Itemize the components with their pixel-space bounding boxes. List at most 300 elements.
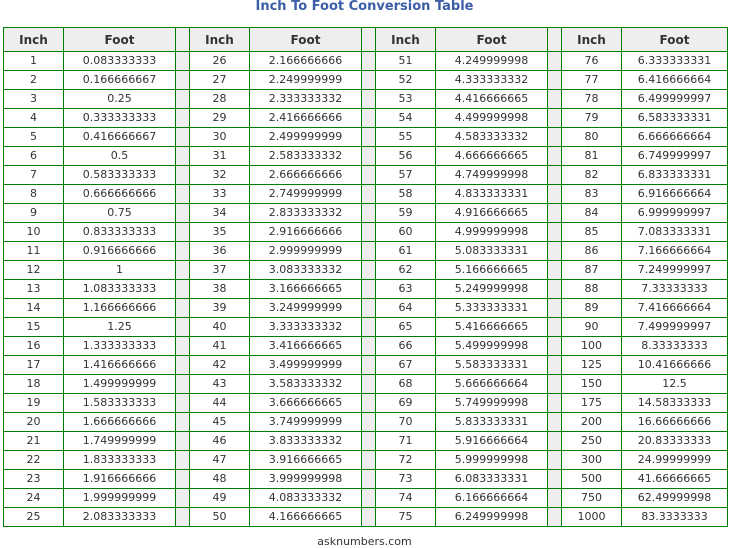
- inch-cell: 51: [376, 52, 436, 71]
- column-separator: [362, 394, 376, 413]
- foot-cell: 5.083333331: [436, 242, 548, 261]
- foot-cell: 2.916666666: [250, 223, 362, 242]
- inch-cell: 83: [562, 185, 622, 204]
- column-separator: [362, 147, 376, 166]
- column-separator: [548, 508, 562, 527]
- foot-cell: 5.999999998: [436, 451, 548, 470]
- inch-cell: 68: [376, 375, 436, 394]
- inch-cell: 1000: [562, 508, 622, 527]
- inch-cell: 76: [562, 52, 622, 71]
- foot-cell: 6.833333331: [622, 166, 728, 185]
- column-separator: [362, 128, 376, 147]
- inch-cell: 59: [376, 204, 436, 223]
- inch-cell: 10: [4, 223, 64, 242]
- inch-cell: 750: [562, 489, 622, 508]
- column-separator: [362, 356, 376, 375]
- foot-cell: 3.249999999: [250, 299, 362, 318]
- column-separator: [176, 242, 190, 261]
- column-separator: [176, 90, 190, 109]
- column-separator: [362, 280, 376, 299]
- foot-cell: 3.333333332: [250, 318, 362, 337]
- foot-cell: 2.333333332: [250, 90, 362, 109]
- foot-cell: 6.916666664: [622, 185, 728, 204]
- table-row: [4, 318, 728, 337]
- column-separator: [362, 71, 376, 90]
- foot-cell: 7.499999997: [622, 318, 728, 337]
- column-separator: [548, 394, 562, 413]
- header-foot: Foot: [64, 28, 176, 52]
- column-separator: [548, 432, 562, 451]
- column-separator: [548, 185, 562, 204]
- inch-cell: 39: [190, 299, 250, 318]
- inch-cell: 24: [4, 489, 64, 508]
- inch-cell: 300: [562, 451, 622, 470]
- inch-cell: 22: [4, 451, 64, 470]
- inch-cell: 29: [190, 109, 250, 128]
- column-separator: [548, 52, 562, 71]
- inch-cell: 4: [4, 109, 64, 128]
- inch-cell: 27: [190, 71, 250, 90]
- table-row: [4, 204, 728, 223]
- column-separator: [362, 109, 376, 128]
- inch-cell: 9: [4, 204, 64, 223]
- inch-cell: 250: [562, 432, 622, 451]
- table-row: [4, 299, 728, 318]
- foot-cell: 3.999999998: [250, 470, 362, 489]
- foot-cell: 4.249999998: [436, 52, 548, 71]
- table-row: [4, 71, 728, 90]
- inch-cell: 62: [376, 261, 436, 280]
- inch-cell: 84: [562, 204, 622, 223]
- inch-cell: 55: [376, 128, 436, 147]
- foot-cell: 1.333333333: [64, 337, 176, 356]
- page-title: Inch To Foot Conversion Table: [255, 0, 474, 14]
- inch-cell: 200: [562, 413, 622, 432]
- column-separator: [176, 451, 190, 470]
- column-separator: [548, 242, 562, 261]
- column-separator: [548, 356, 562, 375]
- foot-cell: 1.166666666: [64, 299, 176, 318]
- foot-cell: 1.916666666: [64, 470, 176, 489]
- table-row: [4, 166, 728, 185]
- inch-cell: 7: [4, 166, 64, 185]
- inch-cell: 80: [562, 128, 622, 147]
- foot-cell: 5.166666665: [436, 261, 548, 280]
- foot-cell: 0.666666666: [64, 185, 176, 204]
- column-separator: [548, 204, 562, 223]
- column-separator: [176, 375, 190, 394]
- column-separator: [362, 299, 376, 318]
- column-separator: [362, 508, 376, 527]
- foot-cell: 5.916666664: [436, 432, 548, 451]
- foot-cell: 0.083333333: [64, 52, 176, 71]
- foot-cell: 41.66666665: [622, 470, 728, 489]
- column-separator: [362, 52, 376, 71]
- column-separator: [176, 356, 190, 375]
- foot-cell: 3.166666665: [250, 280, 362, 299]
- foot-cell: 1.999999999: [64, 489, 176, 508]
- foot-cell: 6.083333331: [436, 470, 548, 489]
- column-separator: [176, 394, 190, 413]
- foot-cell: 6.499999997: [622, 90, 728, 109]
- foot-cell: 5.583333331: [436, 356, 548, 375]
- inch-cell: 26: [190, 52, 250, 71]
- column-separator: [362, 375, 376, 394]
- inch-cell: 52: [376, 71, 436, 90]
- table-row: [4, 394, 728, 413]
- inch-cell: 79: [562, 109, 622, 128]
- column-separator: [548, 223, 562, 242]
- inch-cell: 19: [4, 394, 64, 413]
- foot-cell: 6.666666664: [622, 128, 728, 147]
- foot-cell: 24.99999999: [622, 451, 728, 470]
- inch-cell: 82: [562, 166, 622, 185]
- column-separator: [548, 451, 562, 470]
- column-separator: [548, 261, 562, 280]
- column-separator: [176, 166, 190, 185]
- foot-cell: 5.749999998: [436, 394, 548, 413]
- column-separator: [548, 413, 562, 432]
- table-row: [4, 432, 728, 451]
- foot-cell: 1.749999999: [64, 432, 176, 451]
- foot-cell: 0.5: [64, 147, 176, 166]
- foot-cell: 20.83333333: [622, 432, 728, 451]
- foot-cell: 0.166666667: [64, 71, 176, 90]
- foot-cell: 3.666666665: [250, 394, 362, 413]
- column-separator: [362, 261, 376, 280]
- inch-cell: 81: [562, 147, 622, 166]
- foot-cell: 4.166666665: [250, 508, 362, 527]
- foot-cell: 1.25: [64, 318, 176, 337]
- foot-cell: 7.416666664: [622, 299, 728, 318]
- foot-cell: 62.49999998: [622, 489, 728, 508]
- inch-cell: 77: [562, 71, 622, 90]
- foot-cell: 5.333333331: [436, 299, 548, 318]
- foot-cell: 1.833333333: [64, 451, 176, 470]
- inch-cell: 36: [190, 242, 250, 261]
- inch-cell: 45: [190, 413, 250, 432]
- inch-cell: 54: [376, 109, 436, 128]
- foot-cell: 2.166666666: [250, 52, 362, 71]
- column-separator: [176, 185, 190, 204]
- inch-cell: 56: [376, 147, 436, 166]
- table-row: [4, 261, 728, 280]
- column-separator: [362, 489, 376, 508]
- column-separator: [176, 71, 190, 90]
- foot-cell: 14.58333333: [622, 394, 728, 413]
- column-separator: [548, 337, 562, 356]
- table-row: [4, 52, 728, 71]
- inch-cell: 73: [376, 470, 436, 489]
- column-separator: [176, 52, 190, 71]
- table-row: [4, 470, 728, 489]
- inch-cell: 48: [190, 470, 250, 489]
- foot-cell: 3.083333332: [250, 261, 362, 280]
- header-row: [4, 28, 728, 52]
- foot-cell: 7.249999997: [622, 261, 728, 280]
- foot-cell: 3.833333332: [250, 432, 362, 451]
- inch-cell: 40: [190, 318, 250, 337]
- foot-cell: 3.916666665: [250, 451, 362, 470]
- column-separator: [548, 109, 562, 128]
- foot-cell: 5.249999998: [436, 280, 548, 299]
- foot-cell: 1.499999999: [64, 375, 176, 394]
- foot-cell: 6.249999998: [436, 508, 548, 527]
- table-row: [4, 128, 728, 147]
- foot-cell: 4.749999998: [436, 166, 548, 185]
- column-separator: [362, 90, 376, 109]
- foot-cell: 3.749999999: [250, 413, 362, 432]
- foot-cell: 2.999999999: [250, 242, 362, 261]
- foot-cell: 8.33333333: [622, 337, 728, 356]
- foot-cell: 0.333333333: [64, 109, 176, 128]
- foot-cell: 1: [64, 261, 176, 280]
- foot-cell: 4.083333332: [250, 489, 362, 508]
- inch-cell: 125: [562, 356, 622, 375]
- table-row: [4, 451, 728, 470]
- foot-cell: 83.3333333: [622, 508, 728, 527]
- inch-cell: 6: [4, 147, 64, 166]
- column-separator: [176, 413, 190, 432]
- table-row: [4, 337, 728, 356]
- foot-cell: 4.583333332: [436, 128, 548, 147]
- foot-cell: 4.416666665: [436, 90, 548, 109]
- column-separator: [176, 261, 190, 280]
- foot-cell: 1.416666666: [64, 356, 176, 375]
- table-row: [4, 508, 728, 527]
- inch-cell: 20: [4, 413, 64, 432]
- column-separator: [362, 28, 376, 52]
- inch-cell: 11: [4, 242, 64, 261]
- inch-cell: 58: [376, 185, 436, 204]
- inch-cell: 71: [376, 432, 436, 451]
- foot-cell: 2.833333332: [250, 204, 362, 223]
- foot-cell: 4.666666665: [436, 147, 548, 166]
- conversion-table: [3, 27, 728, 527]
- column-separator: [548, 299, 562, 318]
- inch-cell: 90: [562, 318, 622, 337]
- foot-cell: 2.083333333: [64, 508, 176, 527]
- foot-cell: 2.499999999: [250, 128, 362, 147]
- foot-cell: 16.66666666: [622, 413, 728, 432]
- inch-cell: 66: [376, 337, 436, 356]
- inch-cell: 87: [562, 261, 622, 280]
- inch-cell: 23: [4, 470, 64, 489]
- inch-cell: 42: [190, 356, 250, 375]
- column-separator: [548, 90, 562, 109]
- header-inch: Inch: [4, 28, 64, 52]
- inch-cell: 47: [190, 451, 250, 470]
- footer-site-name: asknumbers.com: [317, 535, 412, 548]
- column-separator: [176, 128, 190, 147]
- column-separator: [176, 489, 190, 508]
- inch-cell: 16: [4, 337, 64, 356]
- inch-cell: 12: [4, 261, 64, 280]
- foot-cell: 3.416666665: [250, 337, 362, 356]
- inch-cell: 61: [376, 242, 436, 261]
- foot-cell: 2.666666666: [250, 166, 362, 185]
- inch-cell: 175: [562, 394, 622, 413]
- column-separator: [176, 28, 190, 52]
- foot-cell: 4.999999998: [436, 223, 548, 242]
- foot-cell: 6.416666664: [622, 71, 728, 90]
- table-row: [4, 185, 728, 204]
- foot-cell: 0.416666667: [64, 128, 176, 147]
- foot-cell: 5.416666665: [436, 318, 548, 337]
- column-separator: [548, 28, 562, 52]
- inch-cell: 89: [562, 299, 622, 318]
- inch-cell: 38: [190, 280, 250, 299]
- foot-cell: 2.749999999: [250, 185, 362, 204]
- inch-cell: 75: [376, 508, 436, 527]
- inch-cell: 50: [190, 508, 250, 527]
- inch-cell: 65: [376, 318, 436, 337]
- foot-cell: 6.333333331: [622, 52, 728, 71]
- inch-cell: 37: [190, 261, 250, 280]
- column-separator: [362, 432, 376, 451]
- inch-cell: 21: [4, 432, 64, 451]
- foot-cell: 1.583333333: [64, 394, 176, 413]
- inch-cell: 33: [190, 185, 250, 204]
- foot-cell: 7.166666664: [622, 242, 728, 261]
- table-row: [4, 280, 728, 299]
- column-separator: [548, 489, 562, 508]
- inch-cell: 18: [4, 375, 64, 394]
- inch-cell: 69: [376, 394, 436, 413]
- column-separator: [548, 318, 562, 337]
- inch-cell: 88: [562, 280, 622, 299]
- inch-cell: 32: [190, 166, 250, 185]
- column-separator: [548, 147, 562, 166]
- inch-cell: 3: [4, 90, 64, 109]
- foot-cell: 6.583333331: [622, 109, 728, 128]
- inch-cell: 500: [562, 470, 622, 489]
- foot-cell: 4.333333332: [436, 71, 548, 90]
- header-inch: Inch: [562, 28, 622, 52]
- foot-cell: 1.083333333: [64, 280, 176, 299]
- inch-cell: 43: [190, 375, 250, 394]
- inch-cell: 5: [4, 128, 64, 147]
- inch-cell: 1: [4, 52, 64, 71]
- table-row: [4, 147, 728, 166]
- foot-cell: 5.499999998: [436, 337, 548, 356]
- foot-cell: 2.249999999: [250, 71, 362, 90]
- column-separator: [362, 318, 376, 337]
- column-separator: [176, 147, 190, 166]
- inch-cell: 78: [562, 90, 622, 109]
- inch-cell: 85: [562, 223, 622, 242]
- inch-cell: 14: [4, 299, 64, 318]
- foot-cell: 1.666666666: [64, 413, 176, 432]
- inch-cell: 44: [190, 394, 250, 413]
- header-inch: Inch: [376, 28, 436, 52]
- foot-cell: 12.5: [622, 375, 728, 394]
- column-separator: [362, 451, 376, 470]
- column-separator: [548, 280, 562, 299]
- inch-cell: 86: [562, 242, 622, 261]
- column-separator: [362, 166, 376, 185]
- inch-cell: 100: [562, 337, 622, 356]
- foot-cell: 10.41666666: [622, 356, 728, 375]
- column-separator: [548, 128, 562, 147]
- inch-cell: 63: [376, 280, 436, 299]
- inch-cell: 49: [190, 489, 250, 508]
- foot-cell: 2.416666666: [250, 109, 362, 128]
- inch-cell: 46: [190, 432, 250, 451]
- column-separator: [176, 432, 190, 451]
- foot-cell: 4.833333331: [436, 185, 548, 204]
- column-separator: [548, 71, 562, 90]
- column-separator: [548, 470, 562, 489]
- inch-cell: 150: [562, 375, 622, 394]
- inch-cell: 34: [190, 204, 250, 223]
- foot-cell: 2.583333332: [250, 147, 362, 166]
- inch-cell: 2: [4, 71, 64, 90]
- column-separator: [176, 280, 190, 299]
- foot-cell: 3.499999999: [250, 356, 362, 375]
- column-separator: [362, 204, 376, 223]
- foot-cell: 0.583333333: [64, 166, 176, 185]
- column-separator: [548, 375, 562, 394]
- inch-cell: 67: [376, 356, 436, 375]
- inch-cell: 57: [376, 166, 436, 185]
- column-separator: [176, 508, 190, 527]
- inch-cell: 53: [376, 90, 436, 109]
- foot-cell: 5.833333331: [436, 413, 548, 432]
- table-row: [4, 90, 728, 109]
- column-separator: [362, 337, 376, 356]
- foot-cell: 7.33333333: [622, 280, 728, 299]
- column-separator: [176, 318, 190, 337]
- foot-cell: 4.499999998: [436, 109, 548, 128]
- column-separator: [176, 109, 190, 128]
- foot-cell: 6.166666664: [436, 489, 548, 508]
- foot-cell: 0.75: [64, 204, 176, 223]
- inch-cell: 13: [4, 280, 64, 299]
- inch-cell: 28: [190, 90, 250, 109]
- table-row: [4, 109, 728, 128]
- table-row: [4, 375, 728, 394]
- column-separator: [362, 223, 376, 242]
- column-separator: [362, 413, 376, 432]
- header-foot: Foot: [436, 28, 548, 52]
- inch-cell: 8: [4, 185, 64, 204]
- inch-cell: 35: [190, 223, 250, 242]
- foot-cell: 0.25: [64, 90, 176, 109]
- column-separator: [176, 337, 190, 356]
- inch-cell: 17: [4, 356, 64, 375]
- foot-cell: 3.583333332: [250, 375, 362, 394]
- foot-cell: 4.916666665: [436, 204, 548, 223]
- column-separator: [548, 166, 562, 185]
- inch-cell: 30: [190, 128, 250, 147]
- column-separator: [176, 223, 190, 242]
- table-row: [4, 223, 728, 242]
- foot-cell: 0.833333333: [64, 223, 176, 242]
- column-separator: [362, 242, 376, 261]
- inch-cell: 70: [376, 413, 436, 432]
- column-separator: [362, 185, 376, 204]
- foot-cell: 0.916666666: [64, 242, 176, 261]
- column-separator: [176, 470, 190, 489]
- inch-cell: 74: [376, 489, 436, 508]
- inch-cell: 15: [4, 318, 64, 337]
- table-row: [4, 356, 728, 375]
- table-row: [4, 242, 728, 261]
- foot-cell: 6.999999997: [622, 204, 728, 223]
- inch-cell: 72: [376, 451, 436, 470]
- foot-cell: 5.666666664: [436, 375, 548, 394]
